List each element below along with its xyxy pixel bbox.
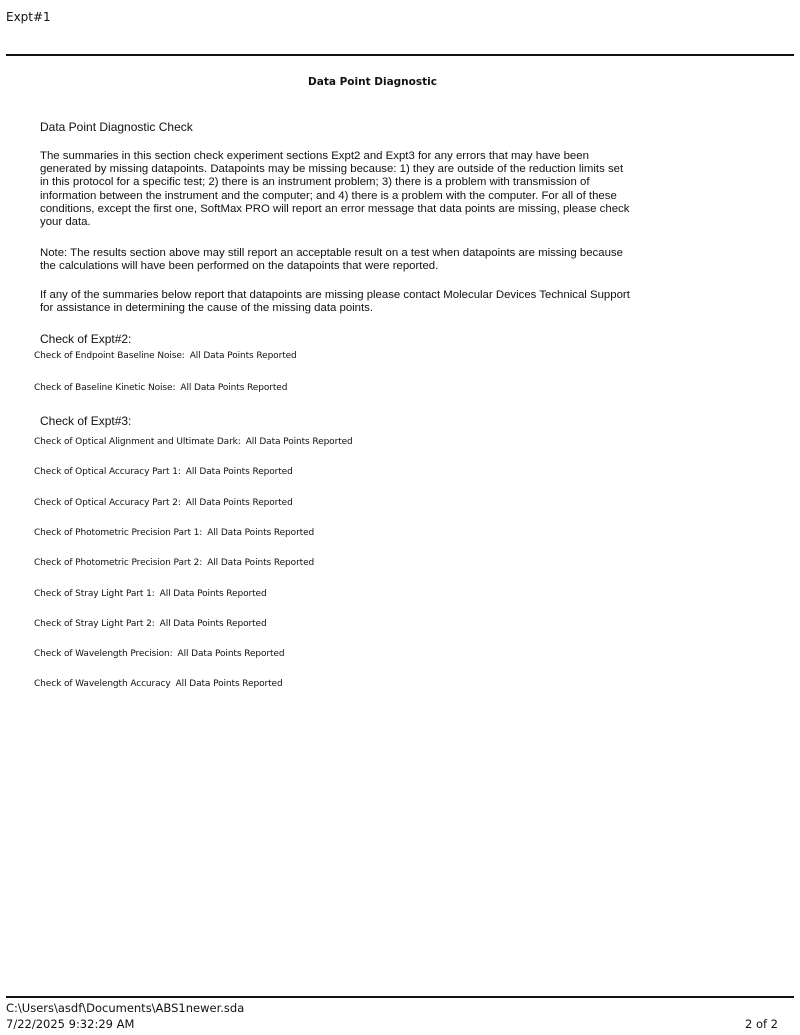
check-label: Check of Optical Accuracy Part 1: xyxy=(34,467,181,477)
check-label: Check of Baseline Kinetic Noise: xyxy=(34,383,176,393)
check-row xyxy=(34,679,283,689)
check-status: All Data Points Reported xyxy=(189,351,297,361)
check-status: All Data Points Reported xyxy=(159,589,267,599)
check-label: Check of Stray Light Part 2: xyxy=(34,619,155,629)
check-label: Check of Photometric Precision Part 2: xyxy=(34,558,203,568)
check-status: All Data Points Reported xyxy=(180,383,288,393)
check-status: All Data Points Reported xyxy=(175,679,283,689)
group-title-expt3: Check of Expt#3: xyxy=(40,414,132,428)
check-label: Check of Endpoint Baseline Noise: xyxy=(34,351,185,361)
footer-file-path: C:\Users\asdf\Documents\ABS1newer.sda xyxy=(6,1001,245,1015)
check-row xyxy=(34,619,267,629)
group-title-expt2: Check of Expt#2: xyxy=(40,332,132,346)
check-label: Check of Optical Alignment and Ultimate Dark: xyxy=(34,437,241,447)
check-status: All Data Points Reported xyxy=(207,558,315,568)
check-row xyxy=(34,351,297,361)
check-row xyxy=(34,649,284,659)
page-heading: Data Point Diagnostic xyxy=(308,76,437,88)
check-label: Check of Photometric Precision Part 1: xyxy=(34,528,203,538)
check-label: Check of Stray Light Part 1: xyxy=(34,589,155,599)
check-label: Check of Wavelength Precision: xyxy=(34,649,173,659)
footer-datetime: 7/22/2025 9:32:29 AM xyxy=(6,1017,135,1031)
check-row xyxy=(34,437,353,447)
note-paragraph: Note: The results section above may still report an acceptable result on a test when datapoints are missing because the calculations will have been performed on the datapoints that were reported. xyxy=(40,247,623,273)
document-header-title: Expt#1 xyxy=(6,10,51,24)
check-row xyxy=(34,558,314,568)
check-label: Check of Optical Accuracy Part 2: xyxy=(34,498,181,508)
intro-paragraph: The summaries in this section check experiment sections Expt2 and Expt3 for any errors that may have been generated by missing datapoints. Datapoints may be missing because: 1) they are outside of the reduction limits set in this protocol for a specific test; 2) there is an instrument problem; 3) there is a problem with transmission of information between the instrument and the computer; and 4) there is a problem with the computer. For all of these conditions, except the first one, SoftMax PRO will report an error message that data points are missing, please check your data. xyxy=(40,150,630,229)
check-row xyxy=(34,498,293,508)
check-row xyxy=(34,383,287,393)
check-status: All Data Points Reported xyxy=(159,619,267,629)
check-status: All Data Points Reported xyxy=(185,467,293,477)
check-row xyxy=(34,528,314,538)
header-divider xyxy=(6,54,794,56)
check-status: All Data Points Reported xyxy=(177,649,285,659)
check-status: All Data Points Reported xyxy=(185,498,293,508)
footer-page-number: 2 of 2 xyxy=(744,1017,778,1031)
check-row xyxy=(34,467,293,477)
check-row xyxy=(34,589,267,599)
section-title: Data Point Diagnostic Check xyxy=(40,120,193,134)
footer-divider xyxy=(6,996,794,998)
contact-paragraph: If any of the summaries below report that datapoints are missing please contact Molecular Devices Technical Support for assistance in determining the cause of the missing data points. xyxy=(40,289,630,315)
check-status: All Data Points Reported xyxy=(207,528,315,538)
check-label: Check of Wavelength Accuracy xyxy=(34,679,171,689)
check-status: All Data Points Reported xyxy=(245,437,353,447)
